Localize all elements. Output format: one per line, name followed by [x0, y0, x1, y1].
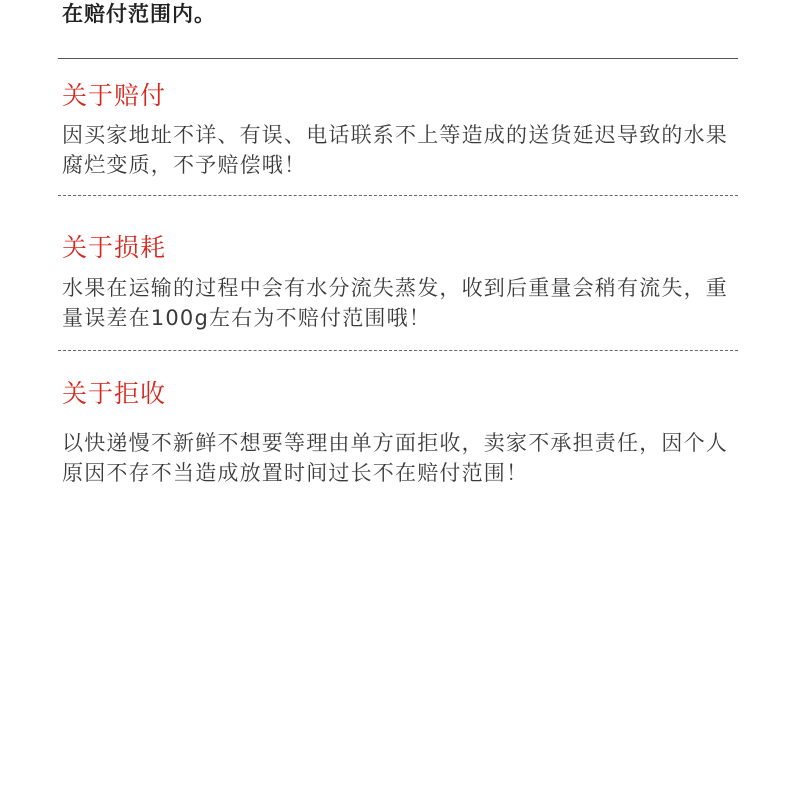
section-rejection [62, 378, 742, 488]
section-loss [62, 232, 742, 333]
section-title: 关于损耗 [62, 233, 167, 262]
section-body: 水果在运输的过程中会有水分流失蒸发，收到后重量会稍有流失，重量误差在100g左右为不赔付范围哦！ [62, 276, 728, 330]
section-body: 以快递慢不新鲜不想要等理由单方面拒收，卖家不承担责任，因个人原因不存不当造成放置时间过长不在赔付范围！ [62, 431, 728, 485]
section-body: 因买家地址不详、有误、电话联系不上等造成的送货延迟导致的水果腐烂变质，不予赔偿哦！ [62, 123, 728, 177]
section-title: 关于赔付 [62, 81, 167, 110]
section-title: 关于拒收 [62, 379, 167, 408]
intro-text: 在赔付范围内。 [62, 2, 216, 26]
dashed-divider [58, 195, 738, 196]
dashed-divider [58, 350, 738, 351]
section-compensation [62, 80, 742, 180]
solid-divider [58, 58, 738, 59]
